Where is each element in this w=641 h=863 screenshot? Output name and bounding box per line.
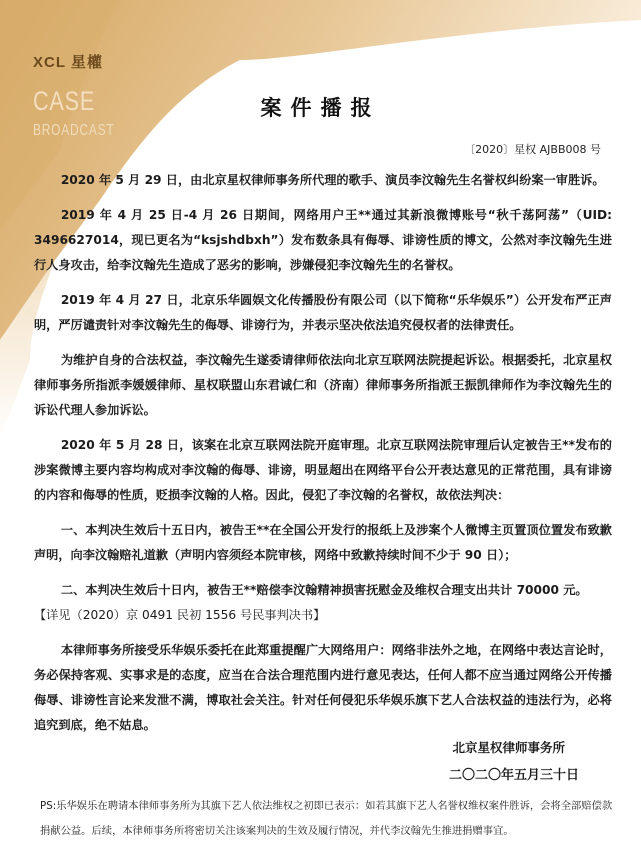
paragraph-trial: 2020 年 5 月 28 日，该案在北京互联网法院开庭审理。北京互联网法院审理后认定被告王**发布的涉案微博主要内容均构成对李汶翰的侮辱、诽谤，明显超出在网络平台公开表达意见的正常范围，具有诽谤的内容和侮辱的性质，贬损李汶翰的人格。因此，侵犯了李汶翰的名誉权，故依法判决： bbox=[34, 438, 612, 502]
paragraph-lawsuit: 为维护自身的合法权益，李汶翰先生遂委请律师依法向北京互联网法院提起诉讼。根据委托，北京星权律师事务所指派李媛媛律师、星权联盟山东君诚仁和（济南）律师事务所指派王振凯律师作为李汶翰先生的诉讼代理人参加诉讼。 bbox=[34, 353, 612, 417]
judgment-reference: 【详见（2020）京 0491 民初 1556 号民事判决书】 bbox=[34, 608, 326, 622]
document-body bbox=[34, 168, 612, 748]
page-title: 案件播报 bbox=[260, 96, 381, 120]
signature-date: 二〇二〇年五月三十日 bbox=[448, 768, 579, 783]
case-label: CASE bbox=[33, 86, 96, 116]
paragraph-ruling-1: 一、本判决生效后十五日内，被告王**在全国公开发行的报纸上及涉案个人微博主页置顶位置发布致歉声明，向李汶翰赔礼道歉（声明内容须经本院审核，网络中致歉持续时间不少于 90 日）； bbox=[34, 523, 612, 562]
paragraph-closing: 本律师事务所接受乐华娱乐委托在此郑重提醒广大网络用户：网络非法外之地，在网络中表达言论时，务必保持客观、实事求是的态度，应当在合法合理范围内进行意见表达，任何人都不应当通过网络公开传播侮辱、诽谤性言论来发泄不满，博取社会关注。针对任何侵犯乐华娱乐旗下艺人合法权益的违法行为，必将追究到底，绝不姑息。 bbox=[34, 643, 612, 732]
brand-logo: XCL 星權 bbox=[33, 54, 103, 71]
broadcast-label: BROADCAST bbox=[33, 122, 115, 139]
document-number: 〔2020〕星权 AJBB008 号 bbox=[464, 143, 601, 156]
postscript: PS:乐华娱乐在聘请本律师事务所为其旗下艺人依法维权之初即已表示：如若其旗下艺人名誉权维权案件胜诉，会将全部赔偿款捐献公益。后续，本律师事务所将密切关注该案判决的生效及履行情况，并代李汶翰先生推进捐赠事宜。 bbox=[40, 800, 613, 837]
paragraph-statement: 2019 年 4 月 27 日，北京乐华圆娱文化传播股份有限公司（以下简称“乐华娱乐”）公开发布严正声明，严厉谴责针对李汶翰先生的侮辱、诽谤行为，并表示坚决依法追究侵权者的法律责任。 bbox=[34, 293, 612, 332]
paragraph-verdict: 2020 年 5 月 29 日，由北京星权律师事务所代理的歌手、演员李汶翰先生名誉权纠纷案一审胜诉。 bbox=[60, 173, 605, 187]
paragraph-incident: 2019 年 4 月 25 日-4 月 26 日期间，网络用户王**通过其新浪微博账号“秋千荡阿荡”（UID: 3496627014，现已更名为“ksjshdbxh”）发布数条具有侮辱、诽谤性质的博文，公然对李汶翰先生进行人身攻击，给李汶翰先生造成了恶劣的影响，涉嫌侵犯李汶翰先生的名誉权。 bbox=[34, 208, 612, 272]
signature-firm: 北京星权律师事务所 bbox=[452, 740, 565, 755]
paragraph-ruling-2: 二、本判决生效后十日内，被告王**赔偿李汶翰精神损害抚慰金及维权合理支出共计 70000 元。 bbox=[60, 583, 588, 597]
